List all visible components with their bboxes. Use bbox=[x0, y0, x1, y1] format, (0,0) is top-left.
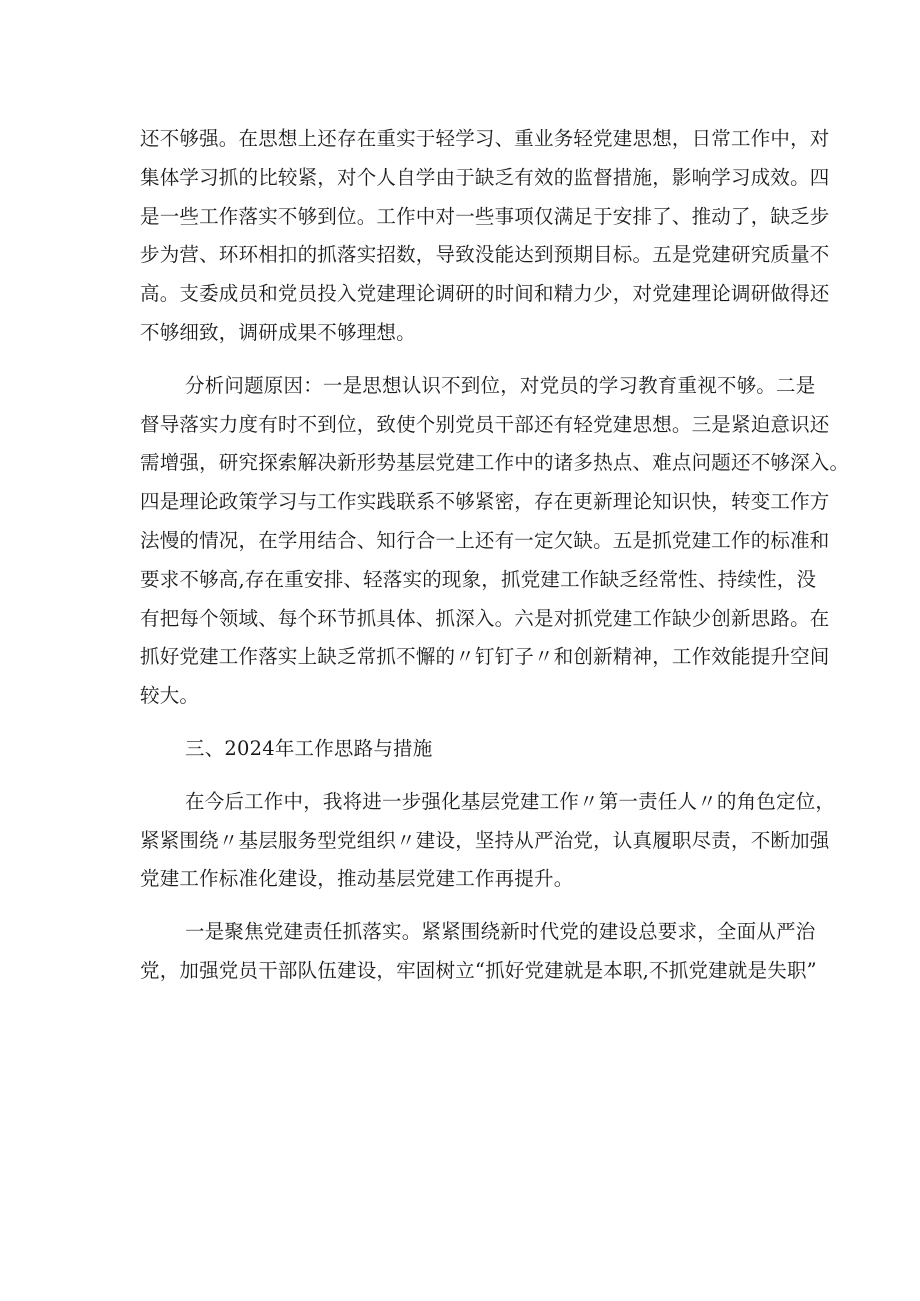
document-page bbox=[140, 120, 850, 991]
text-line: 督导落实力度有时不到位，致使个别党员干部还有轻党建思想。三是紧迫意识还 bbox=[140, 412, 830, 436]
paragraph-measure-one bbox=[140, 913, 817, 991]
text-line: 是一些工作落实不够到位。工作中对一些事项仅满足于安排了、推动了，缺乏步 bbox=[140, 204, 830, 228]
paragraph-gap bbox=[140, 769, 783, 783]
section-heading bbox=[140, 730, 783, 769]
text-line: 紧紧围绕〃基层服务型党组织〃建设，坚持从严治党，认真履职尽责，不断加强 bbox=[140, 828, 830, 852]
section-heading-text: 三、2024年工作思路与措施 bbox=[185, 736, 433, 760]
paragraph-shortcomings bbox=[140, 120, 830, 353]
text-line: 还不够强。在思想上还存在重实于轻学习、重业务轻党建思想，日常工作中，对 bbox=[140, 127, 830, 150]
text-line: 较大。 bbox=[140, 684, 200, 708]
text-line: 一是聚焦党建责任抓落实。紧紧围绕新时代党的建设总要求，全面从严治 bbox=[185, 920, 816, 944]
text-line: 集体学习抓的比较紧，对个人自学由于缺乏有效的监督措施，影响学习成效。四 bbox=[140, 165, 830, 189]
paragraph-gap bbox=[140, 353, 783, 367]
text-line: 抓好党建工作落实上缺乏常抓不懈的〃钉钉子〃和创新精神，工作效能提升空间 bbox=[140, 645, 830, 669]
text-line: 要求不够高,存在重安排、轻落实的现象，抓党建工作缺乏经常性、持续性，没 bbox=[140, 567, 817, 591]
text-line: 在今后工作中，我将进一步强化基层党建工作〃第一责任人〃的角色定位， bbox=[185, 789, 836, 813]
paragraph-gap bbox=[140, 716, 783, 730]
text-line: 法慢的情况，在学用结合、知行合一上还有一定欠缺。五是抓党建工作的标准和 bbox=[140, 528, 830, 552]
paragraph-gap bbox=[140, 899, 783, 913]
text-line: 步为营、环环相扣的抓落实招数，导致没能达到预期目标。五是党建研究质量不 bbox=[140, 243, 830, 267]
text-line: 不够细致，调研成果不够理想。 bbox=[140, 320, 416, 344]
text-line: 高。支委成员和党员投入党建理论调研的时间和精力少，对党建理论调研做得还 bbox=[140, 282, 830, 306]
text-line: 四是理论政策学习与工作实践联系不够紧密，存在更新理论知识快，转变工作方 bbox=[140, 490, 830, 514]
text-line: 分析问题原因：一是思想认识不到位，对党员的学习教育重视不够。二是 bbox=[185, 373, 816, 397]
text-line: 需增强，研究探索解决新形势基层党建工作中的诸多热点、难点问题还不够深入。 bbox=[140, 451, 850, 475]
text-line: 有把每个领域、每个环节抓具体、抓深入。六是对抓党建工作缺少创新思路。在 bbox=[140, 606, 830, 630]
paragraph-causes bbox=[140, 367, 850, 716]
text-line: 党，加强党员干部队伍建设，牢固树立“抓好党建就是本职,不抓党建就是失职” bbox=[140, 958, 817, 982]
paragraph-plan-intro bbox=[140, 783, 836, 899]
text-line: 党建工作标准化建设，推动基层党建工作再提升。 bbox=[140, 867, 574, 891]
